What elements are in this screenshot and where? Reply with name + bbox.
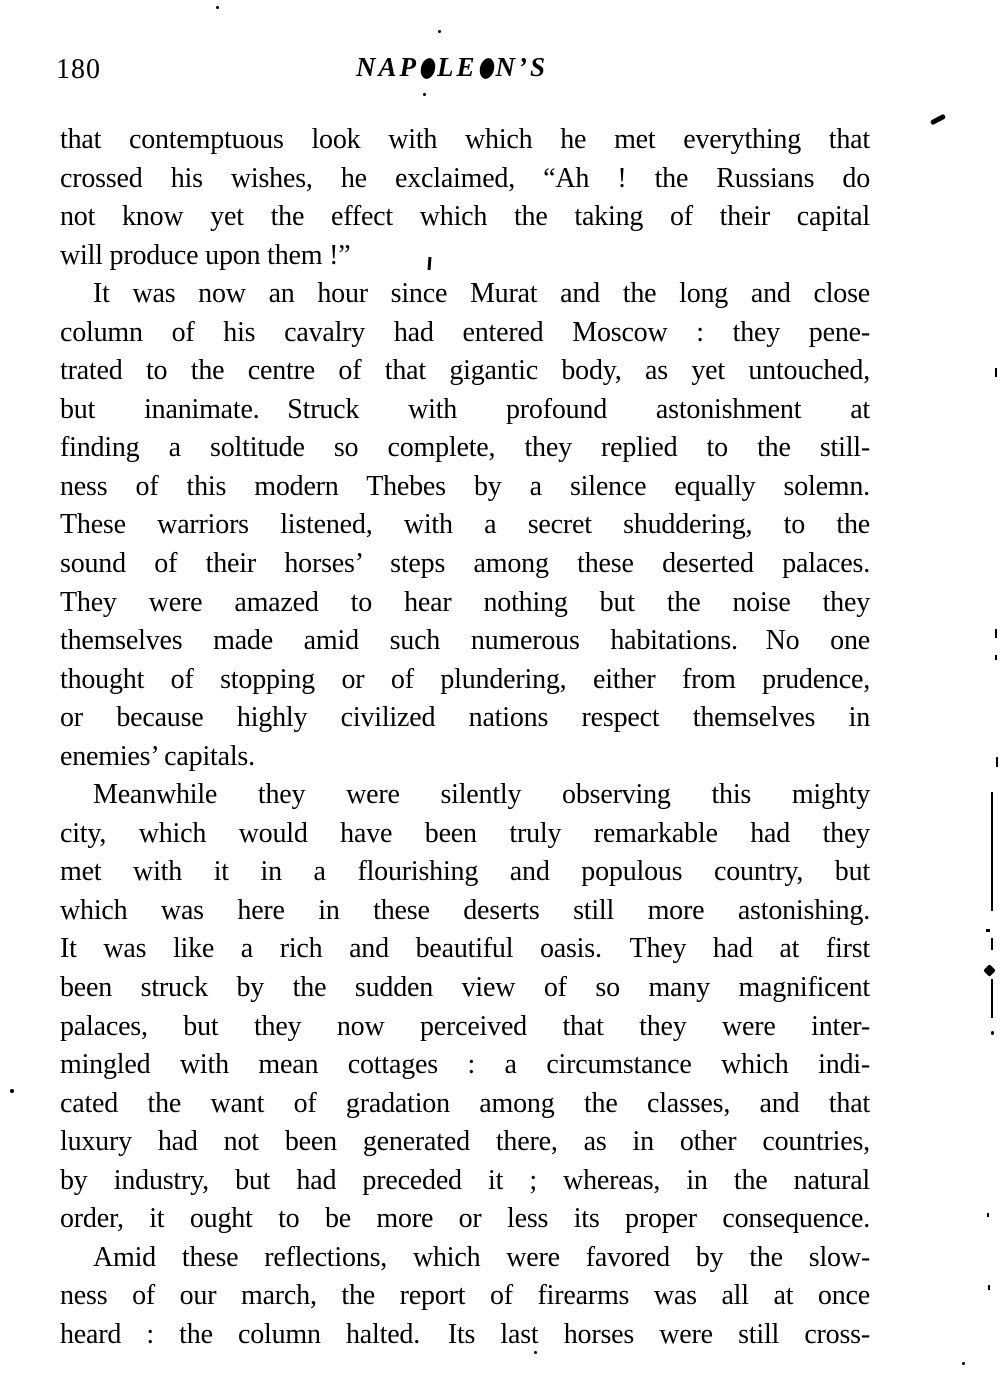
text-line: luxury had not been generated there, as in other countries, [60, 1126, 870, 1158]
ink-speck [991, 1031, 994, 1035]
text-line: will produce upon them !” [60, 239, 351, 271]
text-line: ness of our march, the report of firearms was all at once [60, 1280, 870, 1312]
text-line: by industry, but had preceded it ; whereas, in the natural [60, 1164, 870, 1196]
margin-dash [995, 368, 997, 377]
text-line: These warriors listened, with a secret shuddering, to the [60, 509, 870, 541]
text-line: finding a soltitude so complete, they replied to the still- [60, 432, 870, 464]
text-line: Amid these reflections, which were favored by the slow- [93, 1241, 870, 1273]
text-line: or because highly civilized nations respect themselves in [60, 702, 870, 734]
margin-stroke [991, 979, 993, 1018]
text-line: been struck by the sudden view of so many magnificent [60, 972, 870, 1004]
text-line: heard : the column halted. Its last horses were still cross- [60, 1318, 870, 1350]
margin-stroke [991, 938, 993, 950]
slash-mark [930, 114, 946, 126]
text-line: order, it ought to be more or less its proper consequence. [60, 1203, 870, 1235]
margin-dash [987, 1213, 989, 1217]
text-line: mingled with mean cottages : a circumstance which indi- [60, 1049, 870, 1081]
inked-letter-o-icon [477, 57, 496, 81]
text-line: met with it in a flourishing and populous country, but [60, 856, 870, 888]
margin-dash [996, 757, 998, 767]
page-number: 180 [56, 54, 101, 85]
margin-dash [995, 629, 997, 638]
text-line: trated to the centre of that gigantic body, as yet untouched, [60, 355, 870, 387]
text-line: column of his cavalry had entered Moscow : they pene- [60, 316, 870, 348]
text-line: It was like a rich and beautiful oasis. They had at first [60, 933, 870, 965]
text-line: They were amazed to hear nothing but the noise they [60, 586, 870, 618]
text-line: that contemptuous look with which he met everything that [60, 124, 870, 155]
ink-blot [983, 964, 996, 977]
text-line: but inanimate. Struck with profound astonishment at [60, 393, 870, 425]
ink-speck [423, 93, 426, 96]
running-title-part: LE [437, 52, 478, 82]
running-title-part: NAP [356, 52, 419, 82]
text-line: thought of stopping or of plundering, either from prudence, [60, 663, 870, 695]
inked-letter-o-icon [419, 57, 438, 81]
ink-speck [986, 929, 990, 932]
text-line: enemies’ capitals. [60, 740, 255, 772]
ink-speck [216, 6, 219, 9]
ink-speck [438, 30, 441, 33]
ink-speck [962, 1362, 965, 1365]
text-line: which was here in these deserts still more astonishing. [60, 894, 870, 926]
running-title [356, 52, 548, 83]
text-line: sound of their horses’ steps among these deserted palaces. [60, 548, 870, 580]
text-line: cated the want of gradation among the classes, and that [60, 1087, 870, 1119]
text-line: crossed his wishes, he exclaimed, “Ah ! the Russians do [60, 162, 870, 194]
margin-dash [988, 1285, 990, 1290]
text-block [60, 121, 870, 1355]
ink-speck [534, 1351, 537, 1354]
margin-stroke [991, 792, 993, 911]
running-title-part: N’S [495, 52, 549, 82]
text-line: It was now an hour since Murat and the long and close [93, 278, 870, 310]
text-line: themselves made amid such numerous habitations. No one [60, 625, 870, 657]
text-line: Meanwhile they were silently observing this mighty [93, 779, 870, 811]
text-line: palaces, but they now perceived that they were inter- [60, 1010, 870, 1042]
text-line: not know yet the effect which the taking of their capital [60, 201, 870, 233]
margin-dash [995, 655, 997, 660]
ink-speck [10, 1089, 14, 1093]
text-line: city, which would have been truly remarkable had they [60, 817, 870, 849]
text-line: ness of this modern Thebes by a silence equally solemn. [60, 470, 870, 502]
